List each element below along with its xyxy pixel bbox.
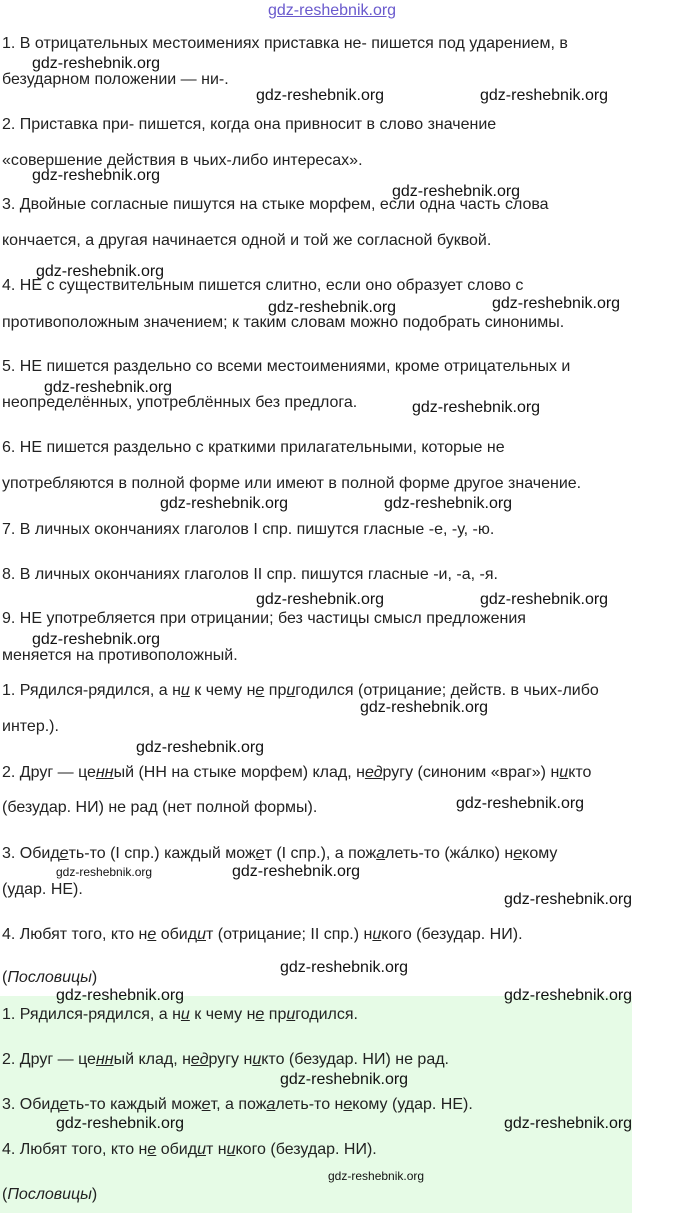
watermark: gdz-reshebnik.org	[44, 379, 173, 396]
answer-source: (Пословицы)	[2, 1186, 98, 1203]
rule-6-line-1: 6. НЕ пишется раздельно с краткими прилагательными, которые не	[2, 439, 505, 456]
rule-3-line-2: кончается, а другая начинается одной и той же согласной буквой.	[2, 232, 492, 249]
watermark: gdz-reshebnik.org	[56, 865, 153, 879]
rule-9-line-2: меняется на противоположный.	[2, 647, 238, 664]
answer-line-2: 2. Друг — ценный клад, недругу никто (безудар. НИ) не рад.	[2, 1051, 449, 1068]
rule-9-line-1: 9. НЕ употребляется при отрицании; без частицы смысл предложения	[2, 610, 526, 627]
rule-4-line-1: 4. НЕ с существительным пишется слитно, если оно образует слово с	[2, 277, 524, 294]
watermark: gdz-reshebnik.org	[492, 295, 621, 312]
rule-2-line-2: «совершение действия в чьих-либо интересах».	[2, 152, 363, 169]
watermark: gdz-reshebnik.org	[36, 263, 165, 280]
analysis-2-line-1: 2. Друг — ценный (НН на стыке морфем) клад, недругу (синоним «враг») никто	[2, 764, 592, 781]
watermark: gdz-reshebnik.org	[56, 987, 185, 1004]
watermark: gdz-reshebnik.org	[32, 167, 161, 184]
analysis-1-line-2: интер.).	[2, 718, 59, 735]
watermark: gdz-reshebnik.org	[136, 739, 265, 756]
watermark: gdz-reshebnik.org	[256, 87, 385, 104]
analysis-1-line-1: 1. Рядился-рядился, а ни к чему не пригодился (отрицание; действ. в чьих-либо	[2, 682, 599, 699]
rule-5-line-2: неопределённых, употреблённых без предлога.	[2, 394, 358, 411]
watermark: gdz-reshebnik.org	[56, 1115, 185, 1132]
watermark: gdz-reshebnik.org	[32, 631, 161, 648]
rule-6-line-2: употребляются в полной форме или имеют в полной форме другое значение.	[2, 475, 582, 492]
analysis-2-line-2: (безудар. НИ) не рад (нет полной формы).	[2, 799, 318, 816]
watermark: gdz-reshebnik.org	[32, 55, 161, 72]
header-watermark[interactable]: gdz-reshebnik.org	[268, 2, 397, 19]
watermark: gdz-reshebnik.org	[328, 1169, 425, 1183]
watermark: gdz-reshebnik.org	[480, 87, 609, 104]
watermark: gdz-reshebnik.org	[360, 699, 489, 716]
rule-1-line-2: безударном положении — ни-.	[2, 71, 229, 88]
watermark: gdz-reshebnik.org	[412, 399, 541, 416]
answer-line-3: 3. Обидеть-то каждый может, а пожалеть-то некому (удар. НЕ).	[2, 1096, 473, 1113]
watermark: gdz-reshebnik.org	[456, 795, 585, 812]
analysis-3-line-2: (удар. НЕ).	[2, 881, 83, 898]
watermark: gdz-reshebnik.org	[384, 495, 513, 512]
watermark: gdz-reshebnik.org	[232, 863, 361, 880]
analysis-source: (Пословицы)	[2, 969, 98, 986]
watermark: gdz-reshebnik.org	[392, 183, 521, 200]
watermark: gdz-reshebnik.org	[480, 591, 609, 608]
watermark: gdz-reshebnik.org	[280, 1071, 409, 1088]
analysis-3-line-1: 3. Обидеть-то (I спр.) каждый может (I спр.), а пожалеть-то (жáлко) некому	[2, 845, 558, 862]
analysis-4-line-1: 4. Любят того, кто не обидит (отрицание; II спр.) никого (безудар. НИ).	[2, 926, 523, 943]
watermark: gdz-reshebnik.org	[256, 591, 385, 608]
rule-2-line-1: 2. Приставка при- пишется, когда она привносит в слово значение	[2, 116, 497, 133]
rule-5-line-1: 5. НЕ пишется раздельно со всеми местоимениями, кроме отрицательных и	[2, 358, 571, 375]
watermark: gdz-reshebnik.org	[504, 891, 633, 908]
rule-8: 8. В личных окончаниях глаголов II спр. пишутся гласные -и, -а, -я.	[2, 566, 498, 583]
watermark: gdz-reshebnik.org	[160, 495, 289, 512]
rule-1-line-1: 1. В отрицательных местоимениях приставка не- пишется под ударением, в	[2, 35, 568, 52]
answer-line-4: 4. Любят того, кто не обидит никого (безудар. НИ).	[2, 1141, 377, 1158]
watermark: gdz-reshebnik.org	[504, 987, 633, 1004]
rule-7: 7. В личных окончаниях глаголов I спр. пишутся гласные -е, -у, -ю.	[2, 521, 495, 538]
watermark: gdz-reshebnik.org	[504, 1115, 633, 1132]
answer-line-1: 1. Рядился-рядился, а ни к чему не пригодился.	[2, 1006, 358, 1023]
watermark: gdz-reshebnik.org	[280, 959, 409, 976]
rule-3-line-1: 3. Двойные согласные пишутся на стыке морфем, если одна часть слова	[2, 196, 549, 213]
rule-4-line-2: противоположным значением; к таким словам можно подобрать синонимы.	[2, 314, 565, 331]
watermark: gdz-reshebnik.org	[268, 299, 397, 316]
